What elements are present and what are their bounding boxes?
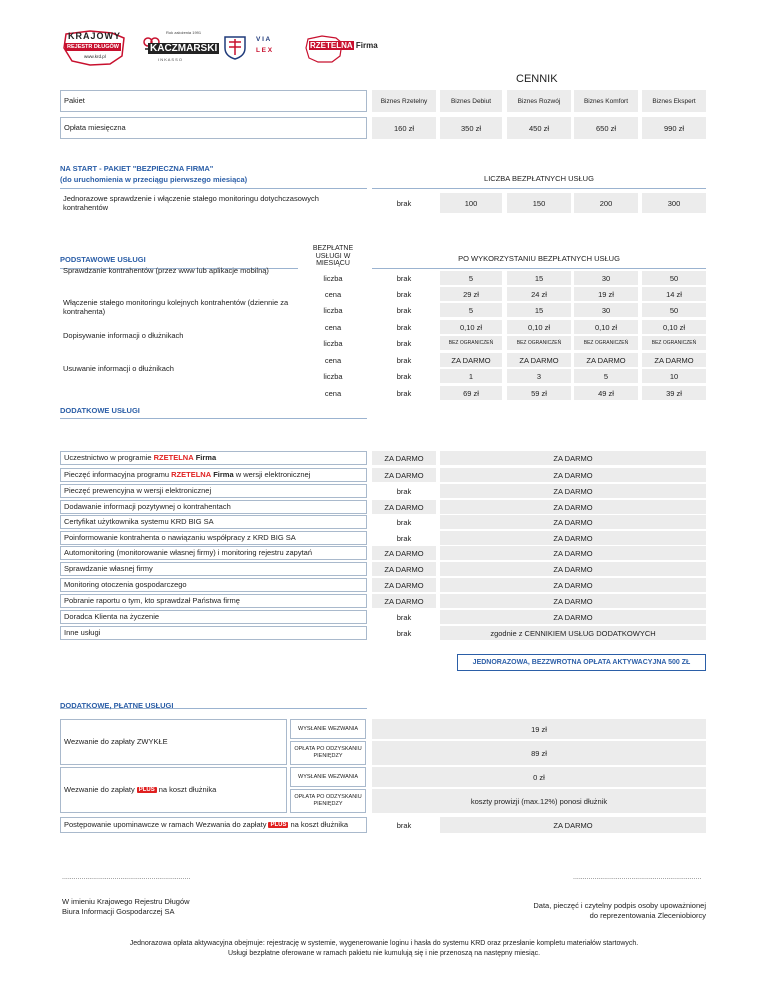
sub-recovery-1-text: OPŁATA PO ODZYSKANIU PIENIĘDZY <box>294 746 362 759</box>
extra-first-value-text: ZA DARMO <box>384 596 424 606</box>
basic-value-3 <box>574 353 638 367</box>
paid-v4-text: koszty prowizji (max.12%) ponosi dłużnik <box>470 796 608 806</box>
extra-row-pre-text: Uczestnictwo w programie <box>64 452 154 462</box>
extra-first-value-text: brak <box>396 628 412 638</box>
start-value-3-text: 200 <box>599 198 613 208</box>
basic-row-label <box>60 299 298 319</box>
package-name-1 <box>440 90 502 112</box>
basic-value-1-text: BEZ OGRANICZEŃ <box>448 340 494 346</box>
package-name-0 <box>372 90 436 112</box>
signature-line-right: .................................................................. <box>573 874 702 881</box>
basic-row-kind-text: liczba <box>323 305 343 315</box>
crest-icon <box>222 34 248 60</box>
monthly-fee-0-text: 160 zł <box>393 123 414 133</box>
basic-value-2 <box>507 320 571 334</box>
extra-row-pre-text: Automonitoring (monitorowanie własnej firmy) i monitoring rejestru zapytań <box>64 547 313 557</box>
start-value-0 <box>372 193 436 213</box>
after-free-heading <box>372 246 706 269</box>
after-free-title: PO WYKORZYSTANIU BEZPŁATNYCH USŁUG <box>458 254 620 263</box>
basic-value-1-text: 69 zł <box>463 388 479 398</box>
basic-value-2-text: 15 <box>534 305 544 315</box>
basic-value-0 <box>372 386 436 400</box>
page-title: CENNIK <box>516 73 558 85</box>
fee-label <box>60 117 367 139</box>
extra-first-value-text: brak <box>396 486 412 496</box>
basic-row-kind-text: liczba <box>323 338 343 348</box>
zwykle-label-text: Wezwanie do zapłaty ZWYKŁE <box>64 736 168 746</box>
basic-value-4-text: 50 <box>669 273 679 283</box>
basic-value-4-text: ZA DARMO <box>654 355 694 365</box>
basic-value-2 <box>507 386 571 400</box>
basic-value-3 <box>574 369 638 383</box>
footer-note-1: Jednorazowa opłata aktywacyjna obejmuje: rejestrację w systemie, wygenerowanie loginu i hasła do systemu KRD oraz przesłanie kompletu materiałów startowych. <box>129 940 639 947</box>
basic-row-kind-text: liczba <box>323 273 343 283</box>
extra-first-value <box>372 500 436 514</box>
basic-value-3 <box>574 271 638 285</box>
activation-fee-box <box>457 654 706 671</box>
extra-first-value <box>372 468 436 482</box>
basic-row-kind <box>300 287 366 301</box>
zwykle-label <box>60 719 287 765</box>
rzetelna-firma-logo <box>304 34 388 64</box>
sub-send-1-text: WYSŁANIE WEZWANIA <box>298 726 358 732</box>
paid-v2-text: 89 zł <box>531 748 547 758</box>
start-value-3 <box>574 193 638 213</box>
basic-value-0-text: brak <box>396 305 412 315</box>
extra-first-value <box>372 578 436 592</box>
basic-value-1 <box>440 320 502 334</box>
basic-value-1 <box>440 386 502 400</box>
basic-value-1 <box>440 271 502 285</box>
basic-row-kind-text: cena <box>324 388 342 398</box>
extra-rest-value <box>440 484 706 498</box>
extra-rest-value-text: ZA DARMO <box>553 502 593 512</box>
extra-row-label <box>60 626 367 640</box>
extra-row-pre-text: Poinformowanie kontrahenta o nawiązaniu współpracy z KRD BIG SA <box>64 532 296 542</box>
basic-value-4-text: 14 zł <box>666 289 682 299</box>
vialex-line2: L E X <box>256 47 273 54</box>
basic-value-4 <box>642 320 706 334</box>
basic-row-label <box>60 332 298 352</box>
extra-row-pre-text: Doradca Klienta na życzenie <box>64 611 160 621</box>
basic-value-4 <box>642 303 706 317</box>
basic-value-1 <box>440 353 502 367</box>
start-heading <box>60 164 367 189</box>
basic-value-0 <box>372 320 436 334</box>
krd-subtitle: REJESTR DŁUGÓW <box>67 44 119 50</box>
free-monthly-heading <box>300 243 366 270</box>
basic-value-0 <box>372 303 436 317</box>
proc-rest-text: ZA DARMO <box>553 820 593 830</box>
extra-rest-value-text: ZA DARMO <box>553 453 593 463</box>
basic-value-1 <box>440 287 502 301</box>
monthly-fee-3-text: 650 zł <box>595 123 616 133</box>
basic-value-2 <box>507 369 571 383</box>
basic-value-1-text: 5 <box>468 305 474 315</box>
paid-v1 <box>372 719 706 739</box>
start-free-title: LICZBA BEZPŁATNYCH USŁUG <box>484 174 594 183</box>
basic-value-4 <box>642 271 706 285</box>
footer-note-2: Usługi bezpłatne oferowane w ramach pakietu nie kumulują się i nie przenoszą na następny miesiąc. <box>227 950 541 957</box>
extra-first-value-text: ZA DARMO <box>384 548 424 558</box>
package-name-0-text: Biznes Rzetelny <box>380 97 428 105</box>
extra-first-value <box>372 594 436 608</box>
footer-left-2: Biura Informacji Gospodarczej SA <box>62 907 175 916</box>
sub-send-2-text: WYSŁANIE WEZWANIA <box>298 774 358 780</box>
vialex-logo <box>222 32 292 64</box>
basic-value-3-text: 5 <box>603 371 609 381</box>
extra-row-label <box>60 610 367 624</box>
basic-value-4-text: BEZ OGRANICZEŃ <box>651 340 697 346</box>
basic-value-0-text: brak <box>396 338 412 348</box>
extra-row-pre-text: Sprawdzanie własnej firmy <box>64 563 153 573</box>
extra-row-label <box>60 468 367 482</box>
extra-first-value-text: ZA DARMO <box>384 502 424 512</box>
rzetelna-brand <box>309 41 378 50</box>
extra-row-pre-text: Pobranie raportu o tym, kto sprawdzał Państwa firmę <box>64 595 240 605</box>
extra-row-label <box>60 594 367 608</box>
package-name-2 <box>507 90 571 112</box>
start-value-1-text: 100 <box>464 198 478 208</box>
paid-v2 <box>372 741 706 765</box>
extra-row-pre-text: Certyfikat użytkownika systemu KRD BIG SA <box>64 516 214 526</box>
monthly-fee-0 <box>372 117 436 139</box>
extra-row-pre-text: Monitoring otoczenia gospodarczego <box>64 579 187 589</box>
basic-value-0-text: brak <box>396 371 412 381</box>
package-name-1-text: Biznes Debiut <box>450 97 492 105</box>
extra-row-pre-text: Dodawanie informacji pozytywnej o kontrahentach <box>64 501 231 511</box>
basic-row-kind-text: liczba <box>323 371 343 381</box>
start-value-4-text: 300 <box>667 198 681 208</box>
proc-label-pre: Postępowanie upominawcze w ramach Wezwania do zapłaty <box>64 819 267 829</box>
krd-title: KRAJOWY <box>68 31 122 41</box>
krd-url: www.krd.pl <box>84 54 106 59</box>
basic-value-3-text: 0,10 zł <box>594 322 618 332</box>
extra-rest-value <box>440 562 706 576</box>
extra-row-label <box>60 451 367 465</box>
extra-row-post-text: w wersji elektronicznej <box>233 469 311 479</box>
basic-row-kind-text: cena <box>324 322 342 332</box>
basic-row-label <box>60 365 298 385</box>
proc-first <box>372 817 436 833</box>
extra-row-bold-text: Firma <box>211 469 234 479</box>
kaczmarski-logo <box>140 30 218 66</box>
basic-value-3 <box>574 336 638 350</box>
basic-value-0-text: brak <box>396 388 412 398</box>
extra-row-red-text: RZETELNA <box>171 469 212 479</box>
basic-value-4-text: 39 zł <box>666 388 682 398</box>
start-row-label-text: Jednorazowe sprawdzenie i włączenie stałego monitoringu dotychczasowych kontrahentów <box>63 194 319 212</box>
basic-value-3 <box>574 386 638 400</box>
basic-value-0 <box>372 353 436 367</box>
extra-rest-value <box>440 531 706 545</box>
extra-first-value <box>372 546 436 560</box>
basic-value-1-text: 29 zł <box>463 289 479 299</box>
basic-row-kind <box>300 369 366 383</box>
paid-v3 <box>372 767 706 787</box>
extra-first-value <box>372 626 436 640</box>
sub-send-1 <box>290 719 366 739</box>
basic-row-kind-text: cena <box>324 289 342 299</box>
basic-value-4 <box>642 386 706 400</box>
basic-value-1-text: 0,10 zł <box>459 322 483 332</box>
basic-value-3-text: 19 zł <box>598 289 614 299</box>
basic-value-0 <box>372 287 436 301</box>
pakiet-label-text: Pakiet <box>64 95 85 105</box>
basic-value-1 <box>440 336 502 350</box>
extra-rest-value <box>440 626 706 640</box>
monthly-fee-2 <box>507 117 571 139</box>
basic-value-3-text: 49 zł <box>598 388 614 398</box>
basic-value-0-text: brak <box>396 289 412 299</box>
kaczmarski-name: KACZMARSKI <box>150 43 218 54</box>
extra-first-value <box>372 610 436 624</box>
basic-value-4-text: 50 <box>669 305 679 315</box>
start-free-heading <box>372 166 706 189</box>
basic-row-label <box>60 267 298 287</box>
signature-line-left: .................................................................. <box>62 874 191 881</box>
start-value-4 <box>642 193 706 213</box>
basic-value-2 <box>507 336 571 350</box>
start-value-0-text: brak <box>396 198 412 208</box>
start-title: NA START - PAKIET "BEZPIECZNA FIRMA" <box>60 164 214 173</box>
extra-rest-value-text: ZA DARMO <box>553 548 593 558</box>
package-name-4 <box>642 90 706 112</box>
extra-row-pre-text: Inne usługi <box>64 627 101 637</box>
extra-heading <box>60 403 367 419</box>
basic-value-1-text: ZA DARMO <box>451 355 491 365</box>
extra-row-bold-text: Firma <box>193 452 217 462</box>
kaczmarski-sub: I N K A S S O <box>158 57 183 62</box>
extra-rest-value-text: ZA DARMO <box>553 596 593 606</box>
plus-label-post: na koszt dłużnika <box>158 784 217 794</box>
extra-first-value <box>372 451 436 465</box>
proc-rest <box>440 817 706 833</box>
extra-rest-value <box>440 500 706 514</box>
sub-send-2 <box>290 767 366 787</box>
start-subtitle: (do uruchomienia w przeciągu pierwszego miesiąca) <box>60 175 248 184</box>
extra-first-value-text: brak <box>396 517 412 527</box>
basic-value-3-text: 30 <box>601 305 611 315</box>
paid-heading <box>60 693 367 709</box>
extra-first-value-text: brak <box>396 533 412 543</box>
extra-row-label <box>60 546 367 560</box>
monthly-fee-2-text: 450 zł <box>528 123 549 133</box>
basic-value-2-text: 24 zł <box>531 289 547 299</box>
extra-first-value-text: ZA DARMO <box>384 564 424 574</box>
basic-value-2-text: 0,10 zł <box>527 322 551 332</box>
basic-value-3 <box>574 320 638 334</box>
plus-badge: PLUS <box>138 786 155 793</box>
package-name-3-text: Biznes Komfort <box>583 97 629 105</box>
vialex-line1: V I A <box>256 36 271 43</box>
basic-value-0 <box>372 271 436 285</box>
activation-fee-text: JEDNORAZOWA, BEZZWROTNA OPŁATA AKTYWACYJNA 500 ZŁ <box>472 659 691 666</box>
basic-value-0 <box>372 336 436 350</box>
basic-value-2 <box>507 303 571 317</box>
extra-row-label <box>60 484 367 498</box>
basic-value-2 <box>507 287 571 301</box>
extra-rest-value <box>440 451 706 465</box>
package-name-2-text: Biznes Rozwój <box>517 97 561 105</box>
extra-row-pre-text: Pieczęć prewencyjna w wersji elektronicznej <box>64 485 212 495</box>
start-row-label <box>60 193 367 215</box>
package-name-4-text: Biznes Ekspert <box>652 97 696 105</box>
extra-rest-value <box>440 546 706 560</box>
proc-label <box>60 817 367 833</box>
footer-left-1: W imieniu Krajowego Rejestru Długów <box>62 897 190 906</box>
extra-row-label <box>60 562 367 576</box>
monthly-fee-1-text: 350 zł <box>460 123 481 133</box>
proc-label-post: na koszt dłużnika <box>290 819 349 829</box>
basic-value-4 <box>642 287 706 301</box>
extra-first-value-text: brak <box>396 612 412 622</box>
basic-value-4 <box>642 353 706 367</box>
sub-recovery-2 <box>290 789 366 813</box>
proc-badge: PLUS <box>270 821 287 828</box>
sub-recovery-2-text: OPŁATA PO ODZYSKANIU PIENIĘDZY <box>294 794 362 807</box>
basic-value-4 <box>642 369 706 383</box>
basic-row-kind <box>300 353 366 367</box>
extra-first-value <box>372 484 436 498</box>
basic-value-4 <box>642 336 706 350</box>
extra-row-label <box>60 515 367 529</box>
kaczmarski-year: Rok założenia 1991 <box>166 30 202 35</box>
fee-label-text: Opłata miesięczna <box>64 122 126 132</box>
basic-row-kind <box>300 386 366 400</box>
rzetelna-red-text: RZETELNA <box>310 41 353 50</box>
sub-recovery-1 <box>290 741 366 765</box>
start-value-2-text: 150 <box>532 198 546 208</box>
basic-row-kind-text: cena <box>324 355 342 365</box>
plus-label <box>60 767 287 813</box>
footer-right-2: do reprezentowania Zleceniobiorcy <box>589 911 706 920</box>
paid-v4 <box>372 789 706 813</box>
basic-value-1-text: 5 <box>468 273 474 283</box>
basic-value-3 <box>574 287 638 301</box>
start-value-2 <box>507 193 571 213</box>
footer-right-1: Data, pieczęć i czytelny podpis osoby upoważnionej <box>533 901 706 910</box>
extra-rest-value-text: zgodnie z CENNIKIEM USŁUG DODATKOWYCH <box>490 628 656 638</box>
extra-first-value <box>372 515 436 529</box>
basic-row-kind <box>300 320 366 334</box>
basic-row-label-text: Sprawdzanie kontrahentów (przez www lub aplikacje mobilną) <box>63 266 269 275</box>
extra-rest-value-text: ZA DARMO <box>553 486 593 496</box>
basic-value-0-text: brak <box>396 355 412 365</box>
basic-row-label-text: Włączenie stałego monitoringu kolejnych kontrahentów (dziennie za kontrahenta) <box>63 298 289 316</box>
paid-v3-text: 0 zł <box>533 772 545 782</box>
basic-value-4-text: 0,10 zł <box>662 322 686 332</box>
extra-row-label <box>60 578 367 592</box>
basic-value-0-text: brak <box>396 273 412 283</box>
basic-row-kind <box>300 336 366 350</box>
extra-rest-value-text: ZA DARMO <box>553 580 593 590</box>
basic-value-4-text: 10 <box>669 371 679 381</box>
basic-value-1-text: 1 <box>468 371 474 381</box>
basic-value-2 <box>507 271 571 285</box>
basic-value-3-text: ZA DARMO <box>586 355 626 365</box>
paid-v1-text: 19 zł <box>531 724 547 734</box>
basic-title: PODSTAWOWE USŁUGI <box>60 255 146 264</box>
krd-logo <box>60 28 130 68</box>
free-monthly-text: BEZPŁATNE USŁUGI W MIESIĄCU <box>312 244 354 268</box>
extra-rest-value <box>440 468 706 482</box>
basic-value-2 <box>507 353 571 367</box>
basic-value-3-text: 30 <box>601 273 611 283</box>
extra-first-value <box>372 562 436 576</box>
basic-value-2-text: 15 <box>534 273 544 283</box>
pakiet-label <box>60 90 367 112</box>
basic-value-2-text: BEZ OGRANICZEŃ <box>516 340 562 346</box>
extra-rest-value <box>440 515 706 529</box>
extra-first-value-text: ZA DARMO <box>384 453 424 463</box>
basic-row-label-text: Usuwanie informacji o dłużnikach <box>63 364 174 373</box>
extra-rest-value-text: ZA DARMO <box>553 564 593 574</box>
monthly-fee-4 <box>642 117 706 139</box>
basic-value-2-text: 59 zł <box>531 388 547 398</box>
start-value-1 <box>440 193 502 213</box>
basic-value-1 <box>440 369 502 383</box>
rzetelna-black-text: Firma <box>355 41 378 50</box>
basic-value-1 <box>440 303 502 317</box>
extra-first-value-text: ZA DARMO <box>384 470 424 480</box>
extra-first-value-text: ZA DARMO <box>384 580 424 590</box>
proc-first-text: brak <box>396 820 412 830</box>
extra-rest-value <box>440 578 706 592</box>
extra-rest-value <box>440 610 706 624</box>
basic-value-0 <box>372 369 436 383</box>
basic-value-3 <box>574 303 638 317</box>
extra-rest-value-text: ZA DARMO <box>553 612 593 622</box>
package-name-3 <box>574 90 638 112</box>
extra-title: DODATKOWE USŁUGI <box>60 406 140 415</box>
basic-value-3-text: BEZ OGRANICZEŃ <box>583 340 629 346</box>
paid-title: DODATKOWE, PŁATNE USŁUGI <box>60 701 174 710</box>
extra-rest-value-text: ZA DARMO <box>553 517 593 527</box>
extra-row-label <box>60 531 367 545</box>
basic-value-2-text: ZA DARMO <box>519 355 559 365</box>
extra-row-label <box>60 500 367 514</box>
extra-rest-value-text: ZA DARMO <box>553 470 593 480</box>
basic-value-0-text: brak <box>396 322 412 332</box>
extra-rest-value-text: ZA DARMO <box>553 533 593 543</box>
basic-row-kind <box>300 303 366 317</box>
extra-first-value <box>372 531 436 545</box>
basic-value-2-text: 3 <box>536 371 542 381</box>
extra-row-red-text: RZETELNA <box>153 452 194 462</box>
plus-label-pre: Wezwanie do zapłaty <box>64 784 135 794</box>
monthly-fee-4-text: 990 zł <box>663 123 684 133</box>
extra-row-pre-text: Pieczęć informacyjna programu <box>64 469 172 479</box>
monthly-fee-3 <box>574 117 638 139</box>
basic-row-label-text: Dopisywanie informacji o dłużnikach <box>63 331 184 340</box>
extra-rest-value <box>440 594 706 608</box>
basic-row-kind <box>300 271 366 285</box>
monthly-fee-1 <box>440 117 502 139</box>
